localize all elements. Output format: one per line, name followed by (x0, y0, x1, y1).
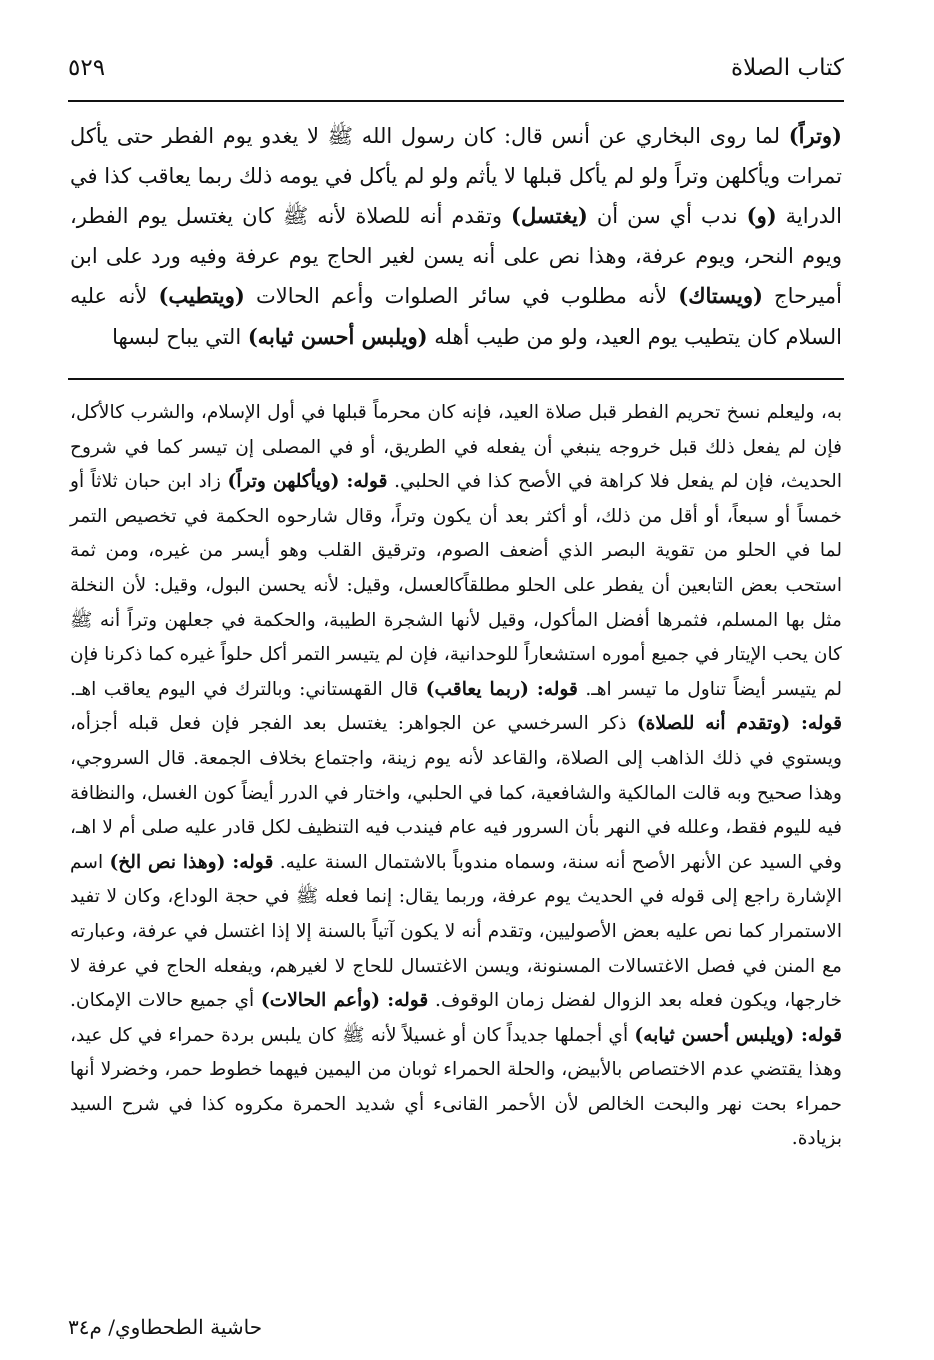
bold-term: قوله: (وتقدم أنه للصلاة) (636, 713, 842, 735)
main-paragraph (70, 116, 842, 358)
text-divider (68, 378, 844, 380)
bold-term: (و) (746, 203, 777, 229)
text-run: زاد ابن حبان ثلاثاً أو خمساً أو سبعاً، أو أقل من ذلك، أو أكثر بعد أن يكون وتراً، وقال شارحوه الحكمة في تخصيص التمر لما في الحلو من تقوية البصر الذي أضعف الصوم، وترقيق القلب وهو أيسر من غيره، ومن ثمة استحب بعض التابعين أن يفطر على الحلو مطلقاًكالعسل، وقيل: لأنه يحسن البول، وقيل: لأن النخلة مثل بها المسلم، فثمرها أفضل المأكول، وقيل لأنها الشجرة الطيبة، والحكمة في جعلهن وتراً أنه ﷺ كان يحب الإيتار في جميع أموره استشعاراً للوحدانية، فإن لم يتيسر التمر أكل حلواً غيره كما ذكرنا فإن لم يتيسر أيضاً تناول ما تيسر اهـ. (70, 471, 842, 700)
text-run: أي جميع حالات الإمكان. (70, 990, 261, 1012)
text-run: به، وليعلم نسخ تحريم الفطر قبل صلاة العيد، فإنه كان محرماً قبلها في أول الإسلام، والشرب كالأكل، فإن لم يفعل ذلك قبل خروجه ينبغي أن يفعله في الطريق، أو في المصلى إن تيسر كما في شروح الحديث، فإن لم يفعل فلا كراهة في الأصح كذا في الحلبي. (70, 402, 842, 493)
commentary-paragraph (70, 396, 842, 1157)
bold-term: (وتراً) (788, 123, 842, 148)
text-run: لما روى البخاري عن أنس قال: كان رسول الله ﷺ لا يغدو يوم الفطر حتى يأكل تمرات ويأكلهن وتراً ولو لم يأكل قبلها لا يأثم ولو لم يأكل في يومه ذلك ربما يعاقب كذا في الدراية (70, 124, 842, 229)
text-run: لأنه عليه السلام كان يتطيب يوم العيد، ولو من طيب أهله (70, 284, 842, 349)
page-number: ٥٢٩ (68, 55, 106, 81)
bold-term: (ويتطيب) (158, 283, 245, 309)
book-title: كتاب الصلاة (731, 55, 844, 81)
bold-term: (ويلبس أحسن ثيابه) (247, 323, 428, 349)
commentary-text (70, 396, 842, 1157)
text-run: ذكر السرخسي عن الجواهر: يغتسل بعد الفجر فإن فعل قبله أجزأه، ويستوي في ذلك الذاهب إلى الصلاة، والقاعد لأنه يوم زينة، واجتماع بخلاف الجمعة. قال السروجي، وهذا صحيح وبه قالت المالكية والشافعية، كما في الحلبي، واختار في الدرر أيضاً كون الغسل، والنظافة فيه لليوم فقط، وعلله في النهر بأن السرور فيه عام فيندب فيه التنظيف لكل قادر عليه صلى أم لا اهـ، وفي السيد عن الأنهر الأصح أنه سنة، وسماه مندوباً بالاشتمال السنة عليه. (70, 713, 843, 873)
header-divider (68, 100, 844, 102)
bold-term: (ويستاك) (678, 283, 763, 309)
footer-signature: حاشية الطحطاوي/ م٣٤ (68, 1315, 263, 1339)
page-header (68, 48, 844, 88)
text-run: لأنه مطلوب في سائر الصلوات وأعم الحالات (244, 284, 679, 309)
text-run: وتقدم أنه للصلاة لأنه ﷺ كان يغتسل يوم الفطر، ويوم النحر، ويوم عرفة، وهذا نص على أنه يسن لغير الحاج يوم عرفة وفيه ورد على ابن أميرحاج (70, 204, 842, 309)
bold-term: قوله: (ويلبس أحسن ثيابه) (634, 1024, 842, 1046)
text-run: ندب أي سن أن (587, 204, 747, 229)
text-run: أي أجملها جديداً كان أو غسيلاً لأنه ﷺ كان يلبس بردة حمراء في كل عيد، وهذا يقتضي عدم الاختصاص بالأبيض، والحلة الحمراء ثوبان من اليمين فيهما خطوط حمر، وخضرلا أنها حمراء بحت نهر والبحت الخالص لأن الأحمر القانىء أي شديد الحمرة مكروه كذا في شرح السيد بزيادة. (70, 1024, 842, 1150)
bold-term: قوله: (وهذا نص الخ) (109, 851, 274, 873)
bold-term: (يغتسل) (511, 203, 588, 229)
text-run: قال القهستاني: وبالترك في اليوم يعاقب اهـ. (70, 678, 426, 700)
text-run: اسم الإشارة راجع إلى قوله في الحديث يوم عرفة، وربما يقال: إنما فعله ﷺ في حجة الوداع، وكان لا تفيد الاستمرار كما نص عليه بعض الأصوليين، وتقدم أنه لا يكون آتياً بالسنة إلا إذا اغتسل في عرفة، وعبارته مع المنن في فصل الاغتسالات المسنونة، ويسن الاغتسال للحاج لا لغيرهم، ويفعله الحاج في عرفة لا خارجها، ويكون فعله بعد الزوال لفضل زمان الوقوف. (70, 851, 843, 1012)
bold-term: قوله: (وأعم الحالات) (260, 990, 429, 1012)
main-text (70, 116, 842, 358)
bold-term: قوله: (ويأكلهن وتراً) (227, 471, 388, 493)
text-run: التي يباح لبسها (112, 324, 248, 349)
bold-term: قوله: (ربما يعاقب) (425, 678, 578, 700)
